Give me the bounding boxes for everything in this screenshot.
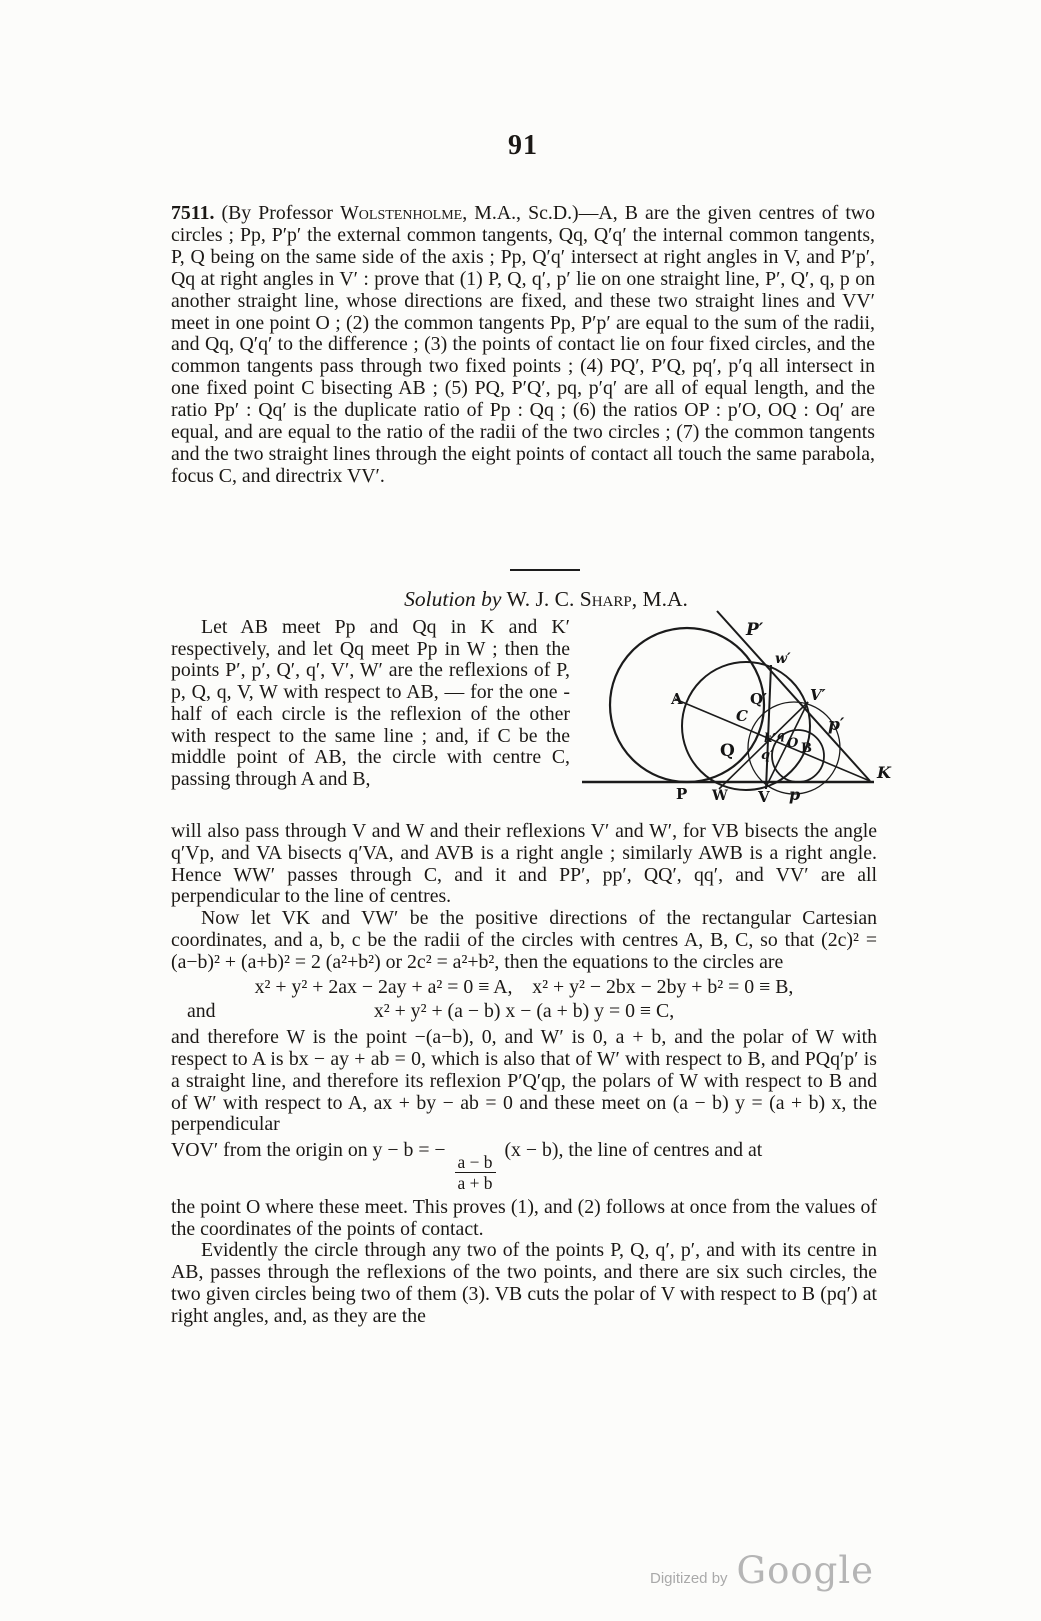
figure-label-p-prime: p′ [828, 715, 845, 735]
figure-label-V: V [758, 788, 770, 806]
fraction-denominator: a + b [457, 1173, 493, 1194]
fraction-line-post: (x − b), the line of centres and at [504, 1139, 763, 1162]
figure-label-W-prime: w′ [775, 651, 791, 667]
solution-author-degree: , M.A. [631, 587, 688, 611]
figure-label-Q: Q [720, 741, 735, 761]
figure-label-C: C [736, 707, 748, 725]
page-number: 91 [508, 130, 538, 161]
solution-paragraph-5: Evidently the circle through any two of the points P, Q, q′, p′, and with its centre in AB, passes through the reflexions of the two points, and there are six such circles, the two given circles being two of them (3). VB cuts the polar of V with respect to B (pq′) at right angles, and, as they are the [171, 1239, 877, 1327]
solution-author-name: Sharp [579, 587, 632, 611]
google-logo: Google [736, 1549, 875, 1592]
figure-label-q-prime: q′ [761, 748, 774, 763]
fraction-numerator: a − b [455, 1153, 496, 1173]
solution-paragraph-1: will also pass through V and W and their reflexions V′ and W′, for VB bisects the angle q′Vp, and VA bisects q′VA, and AVB is a right angle ; similarly AWB is a right angle. Hence WW′ passes through C, and it and PP′, pp′, QQ′, qq′, and VV′ are all perpendicular to the line of centres. [171, 820, 877, 908]
figure-tangent-line-KP [717, 611, 870, 781]
geometry-figure-svg [578, 599, 1018, 807]
figure-label-A: A [671, 690, 683, 708]
section-divider [510, 569, 580, 571]
problem-author: Wolstenholme [340, 202, 463, 224]
solution-paragraph-4: the point O where these meet. This proves (1), and (2) follows at once from the values of the coordinates of the points of contact. [171, 1195, 877, 1240]
figure-label-q-small: q [777, 729, 785, 742]
equation-connector: and [187, 1000, 216, 1023]
watermark-text: Digitized by [650, 1570, 728, 1587]
solution-paragraph-3: and therefore W is the point −(a−b), 0, and W′ is 0, a + b, and the polar of W with respect to A is bx − ay + ab = 0, which is also that of W′ with respect to B, and PQq′p′ is a straight line, and therefore its reflexion P′Q′qp, the polars of W with respect to B and of W′ with respect to A, ax + by − ab = 0 and these meet on (a − b) y = (a + b) x, the perpendicular [171, 1026, 877, 1136]
figure-line-WV [766, 665, 771, 789]
equation-circle-C-row [171, 1001, 877, 1023]
equation-circles-A-B: x² + y² + 2ax − 2ay + a² = 0 ≡ A, x² + y² − 2bx − 2by + b² = 0 ≡ B, [254, 975, 794, 998]
figure-circle-C [682, 662, 810, 790]
problem-statement [171, 203, 875, 488]
figure-label-K: K [877, 763, 891, 782]
figure-label-p: p [789, 785, 801, 804]
geometry-figure [578, 599, 1018, 807]
fraction-line-pre: VOV′ from the origin on y − b = − [171, 1139, 446, 1162]
figure-label-V-prime: V′ [810, 686, 826, 704]
solution-fraction-line [171, 1140, 877, 1193]
figure-circle-A [610, 628, 764, 782]
problem-number: 7511. [171, 202, 215, 224]
equation-circle-C: x² + y² + (a − b) x − (a + b) y = 0 ≡ C, [373, 1000, 675, 1023]
figure-label-P: P [676, 785, 688, 803]
figure-label-k-prime: k′ [764, 731, 776, 745]
figure-label-B: B [801, 741, 812, 756]
problem-intro: (By Professor [214, 202, 341, 224]
solution-author-initials: W. J. C. [501, 587, 580, 611]
watermark [650, 1549, 874, 1592]
figure-label-Q-prime: Q′ [750, 690, 768, 708]
solution-paragraph-2: Now let VK and VW′ be the positive directions of the rectangular Cartesian coordinates, and a, b, c be the radii of the circles with centres A, B, C, so that (2c)² = (a−b)² + (a+b)² = 2 (a²+b²) or 2c² = a²+b², then the equations to the circles are [171, 907, 877, 973]
solution-column-paragraph: Let AB meet Pp and Qq in K and K′ respectively, and let Qq meet Pp in W ; then the points P′, p′, Q′, q′, V′, W′ are the reflexions of P, p, Q, q, V, W with respect to AB, — for the one - half of each circle is the reflexion of the other with respect to the same line ; and, if C be the middle point of AB, the circle with centre C, passing through A and B, [171, 616, 570, 790]
figure-label-P-prime: P′ [746, 620, 764, 640]
figure-label-W: W [712, 788, 728, 804]
solution-body [171, 821, 877, 1328]
problem-body: , M.A., Sc.D.)—A, B are the given centres of two circles ; Pp, P′p′ the external common tangents, Qq, Q′q′ the internal common tangents, P, Q being on the same side of the axis ; Pp, Q′q′ intersect at right angles in V, and P′p′, Qq at right angles in V′ : prove that (1) P, Q, q′, p′ lie on one straight line, P′, Q′, q, p on another straight line, whose directions are fixed, and these two straight lines and VV′ meet in one point O ; (2) the common tangents Pp, P′p′ are equal to the sum of the radii, and Qq, Q′q′ to the difference ; (3) the points of contact lie on four fixed circles, and the common tangents pass through two fixed points ; (4) PQ′, P′Q, pq′, p′q all intersect in one fixed point C bisecting AB ; (5) PQ, P′Q′, pq, p′q′ are all of equal length, and the ratio Pp′ : Qq′ is the duplicate ratio of Pp : Qq ; (6) the ratios OP : p′O, OQ : Oq′ are equal, and are equal to the ratio of the radii of the two circles ; (7) the common tangents and the two straight lines through the eight points of contact all touch the same parabola, focus C, and directrix VV′. [171, 202, 875, 487]
figure-label-O: O [787, 736, 799, 751]
solution-label: Solution by [404, 587, 502, 611]
fraction [455, 1153, 496, 1193]
